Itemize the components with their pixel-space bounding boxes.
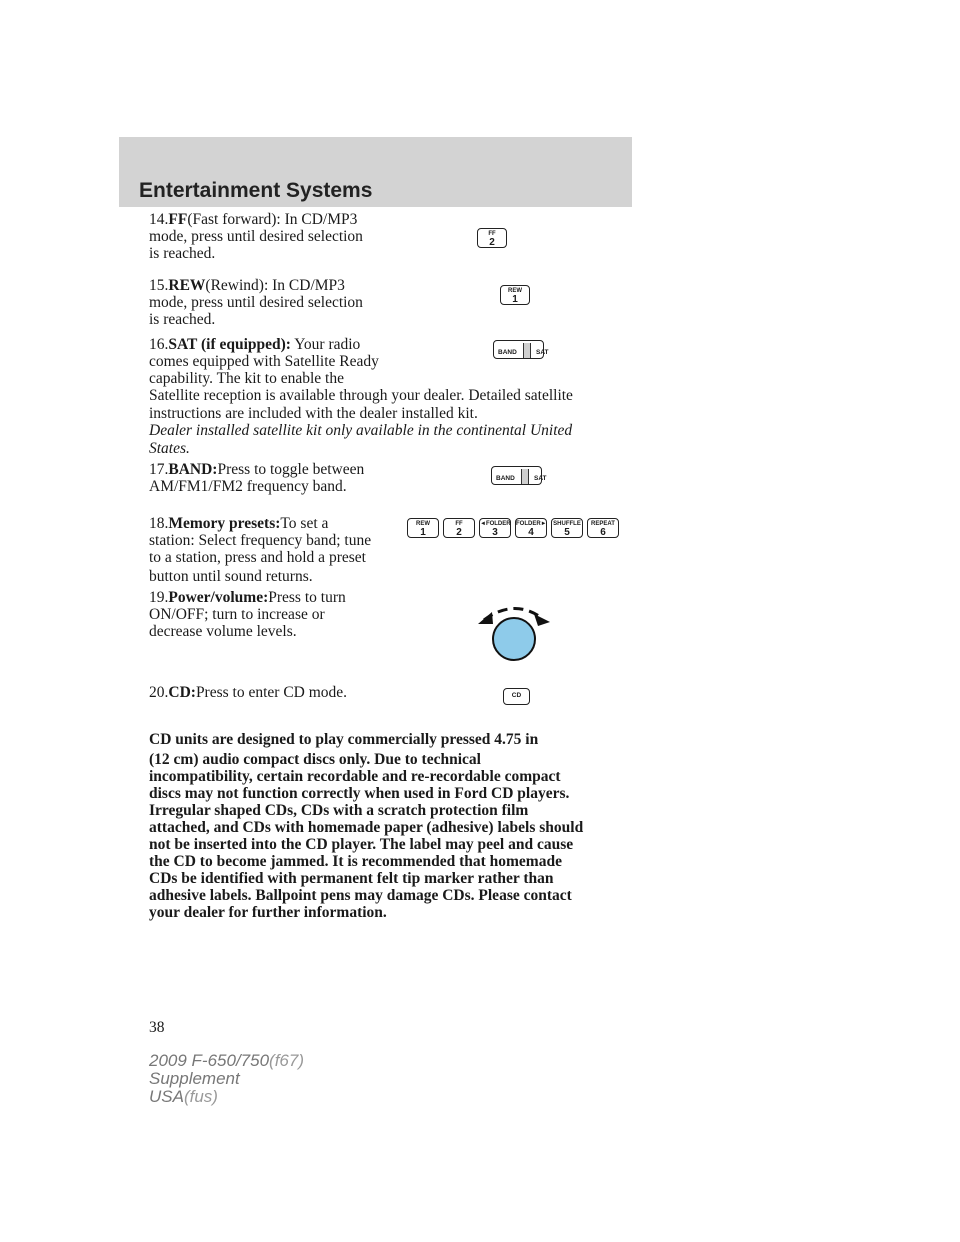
- cd-button-icon: CD: [503, 688, 530, 705]
- sat-continuation: Satellite reception is available through your dealer. Detailed satellite instructions are included with the dealer installed kit.: [149, 387, 573, 422]
- volume-knob-icon: [476, 594, 556, 664]
- cd-warning-paragraph: CD units are designed to play commercially pressed 4.75 in (12 cm) audio compact discs only. Due to technical incompatibility, certain recordable and re-recordable compact discs may not function correctly when used in Ford CD players. Irregular shaped CDs, CDs with a scratch protection film attached, and CDs with homemade paper (adhesive) labels should not be inserted into the CD player. The label may peel and cause the CD to become jammed. It is recommended that homemade CDs be identified with permanent felt tip marker rather than adhesive labels. Ballpoint pens may damage CDs. Please contact your dealer for further information.: [149, 731, 584, 921]
- item-15: 15.REW(Rewind): In CD/MP3 mode, press until desired selection is reached.: [149, 277, 363, 328]
- item-label: Power/volume:: [168, 589, 269, 606]
- rew-button-icon: REW 1: [500, 285, 530, 305]
- item-19: 19.Power/volume:Press to turn ON/OFF; turn to increase or decrease volume levels.: [149, 589, 346, 640]
- item-label: FF: [168, 211, 188, 228]
- preset-button-5-icon: SHUFFLE 5: [551, 518, 583, 538]
- preset-button-2-icon: FF 2: [443, 518, 475, 538]
- item-16: 16.SAT (if equipped): Your radio comes equipped with Satellite Ready capability. The kit to enable the: [149, 336, 379, 387]
- item-14: 14.FF(Fast forward): In CD/MP3 mode, press until desired selection is reached.: [149, 211, 363, 262]
- page-number: 38: [149, 1019, 165, 1036]
- item-label: SAT (if equipped):: [168, 336, 291, 353]
- item-label: REW: [168, 277, 206, 294]
- item-20: 20.CD:Press to enter CD mode.: [149, 684, 348, 701]
- ff-button-icon: FF 2: [477, 228, 507, 248]
- band-button-icon: BAND SAT: [491, 466, 542, 485]
- section-header: [119, 137, 632, 207]
- item-18: 18.Memory presets:To set a station: Select frequency band; tune to a station, press and hold a preset button until sound returns.: [149, 515, 372, 585]
- item-label: BAND:: [168, 461, 218, 478]
- band-sat-button-icon: BAND SAT: [493, 340, 544, 359]
- footer-info: 2009 F-650/750(f67) Supplement USA(fus): [149, 1051, 305, 1106]
- item-label: CD:: [168, 684, 196, 701]
- item-17: 17.BAND:Press to toggle between AM/FM1/FM2 frequency band.: [149, 461, 365, 495]
- preset-button-3-icon: ◄FOLDER 3: [479, 518, 511, 538]
- item-label: Memory presets:: [168, 515, 281, 532]
- section-title: Entertainment Systems: [139, 179, 373, 202]
- sat-note: Dealer installed satellite kit only available in the continental United States.: [149, 422, 573, 457]
- preset-button-6-icon: REPEAT 6: [587, 518, 619, 538]
- preset-button-4-icon: FOLDER► 4: [515, 518, 547, 538]
- preset-button-1-icon: REW 1: [407, 518, 439, 538]
